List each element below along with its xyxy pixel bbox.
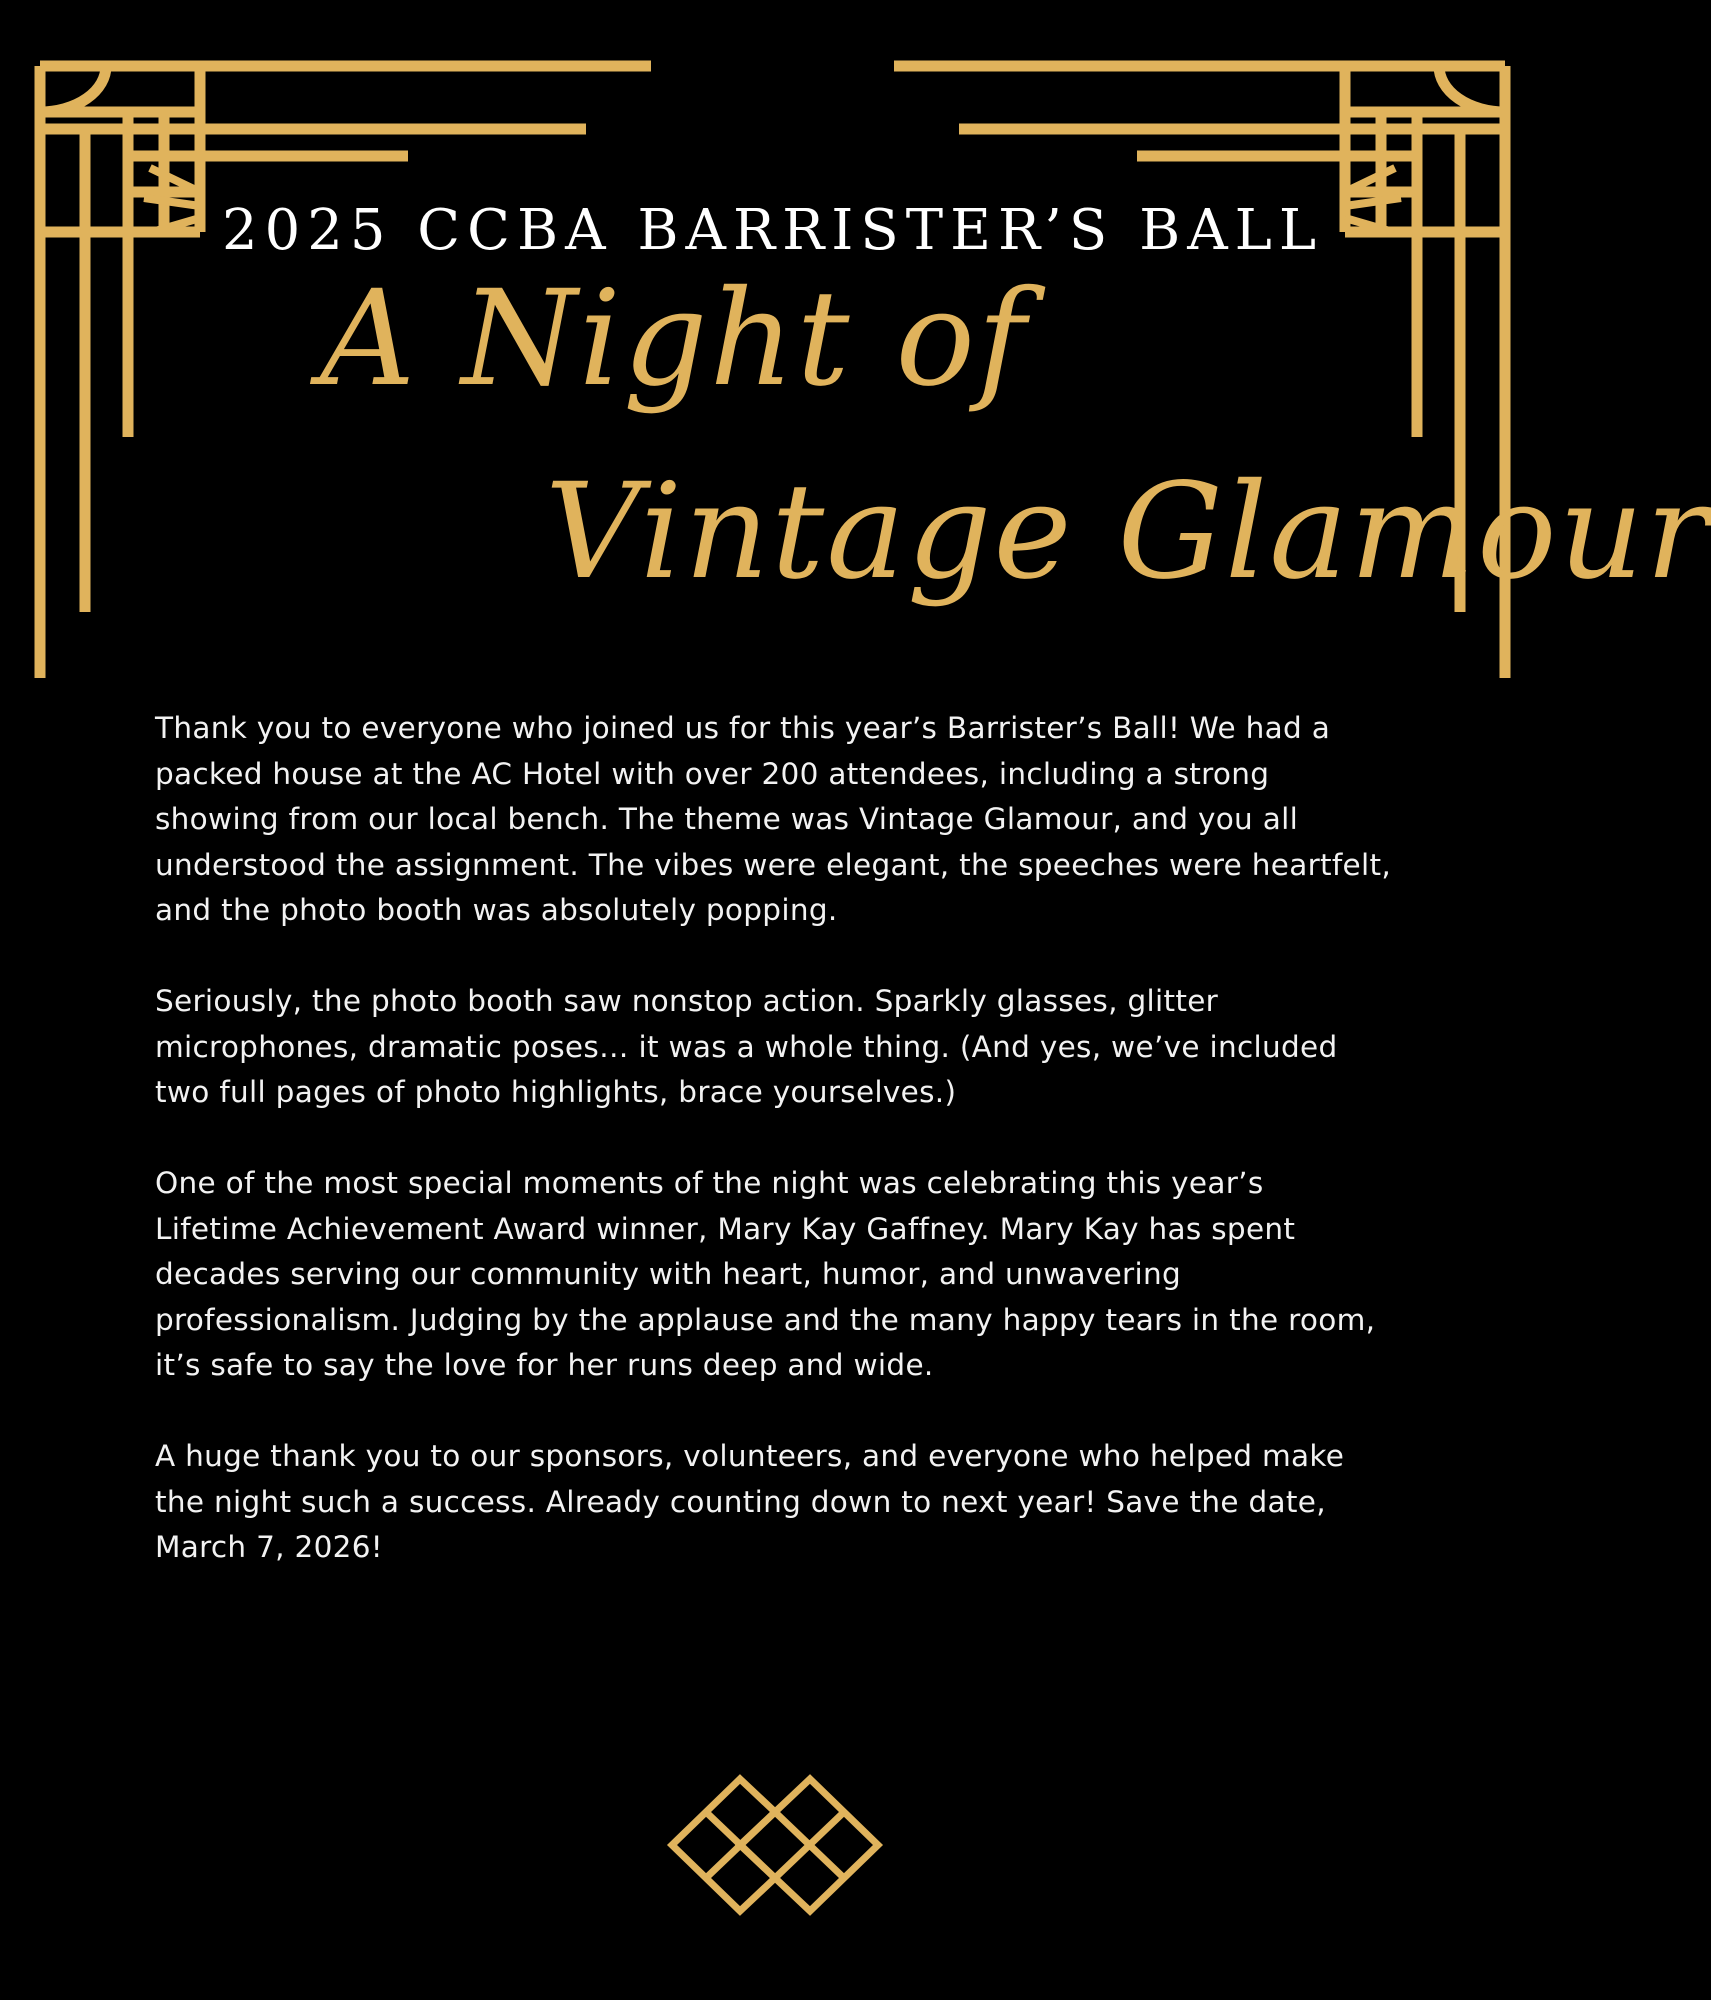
paragraph-lifetime-achievement: One of the most special moments of the night was celebrating this year’s Lifetime Achievement Award winner, Mary Kay Gaffney. Mary Kay has spent decades serving our community with heart, humor, and unwavering professionalism. Judging by the applause and the many happy tears in the room, it’s safe to say the love for her runs deep and wide. [155,1166,1376,1382]
script-headline-line-1: A Night of [320,262,1028,416]
paragraph-photo-booth: Seriously, the photo booth saw nonstop action. Sparkly glasses, glitter microphones, dramatic poses… it was a whole thing. (And yes, we’ve included two full pages of photo highlights, brace yourselves.) [155,984,1338,1109]
script-headline-line-2: Vintage Glamour [545,455,1711,609]
diamond-motif [672,1779,878,1911]
paragraph-thank-you: Thank you to everyone who joined us for this year’s Barrister’s Ball! We had a packed house at the AC Hotel with over 200 attendees, including a strong showing from our local bench. The theme was Vintage Glamour, and you all understood the assignment. The vibes were elegant, the speeches were heartfelt, and the photo booth was absolutely popping. [155,711,1392,927]
event-title: 2025 CCBA BARRISTER’S BALL [221,198,1324,263]
article-body [155,706,1395,1616]
paragraph-sponsors: A huge thank you to our sponsors, volunteers, and everyone who helped make the night such a success. Already counting down to next year! Save the date, March 7, 2026! [155,1439,1345,1564]
